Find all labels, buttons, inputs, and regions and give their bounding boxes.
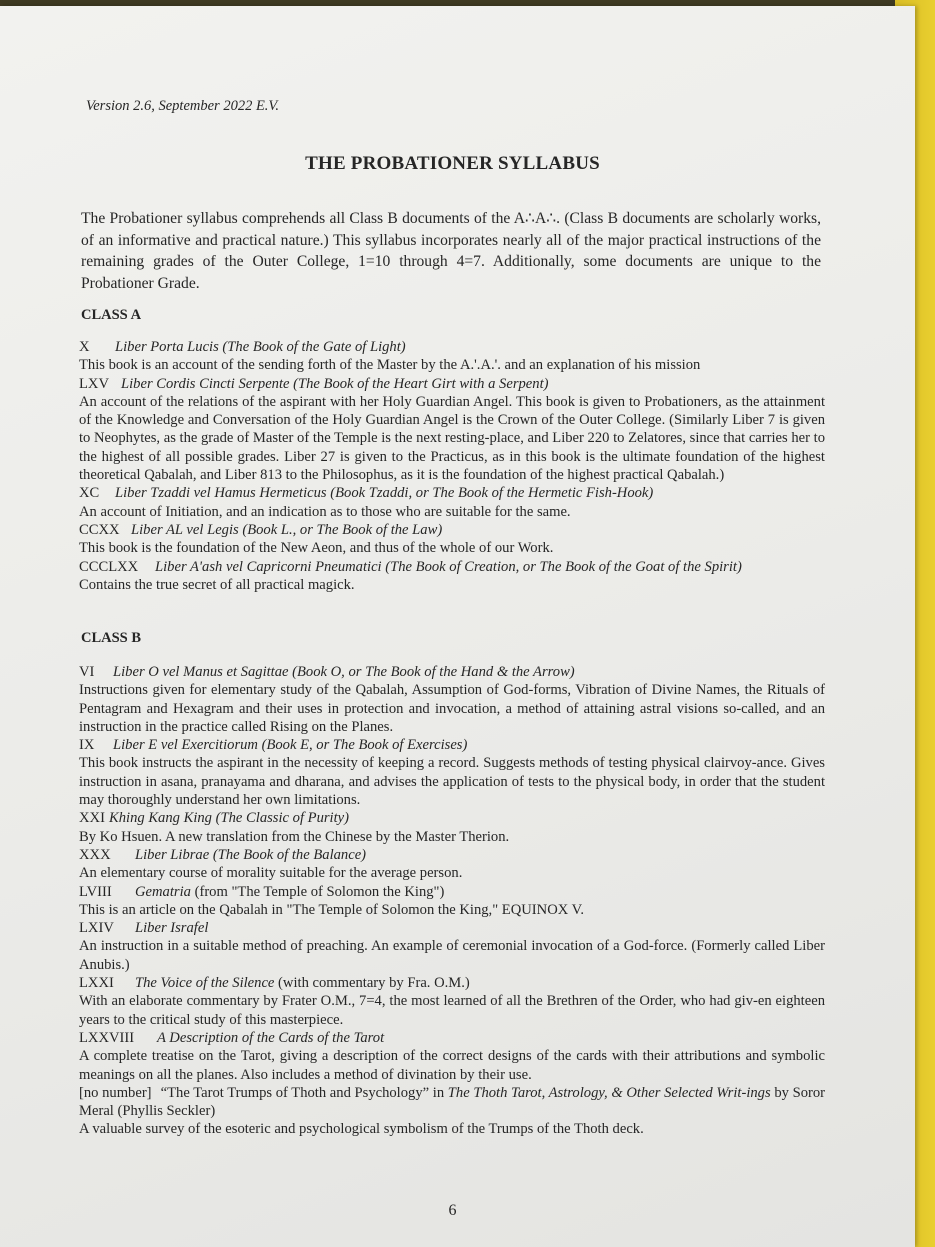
page-title: THE PROBATIONER SYLLABUS [305, 153, 600, 174]
liber-number: XC [79, 485, 100, 502]
liber-title: Liber A'ash vel Capricorni Pneumatici (The Book of Creation, or The Book of the Goat of the Spirit) [155, 558, 742, 575]
liber-number: LXXVIII [79, 1029, 135, 1046]
liber-number: CCCLXX [79, 558, 139, 575]
page-number: 6 [448, 1202, 457, 1219]
class-b-entries [79, 663, 825, 1139]
liber-title-suffix: by Soror Meral (Phyllis Seckler) [79, 1084, 826, 1120]
document-page [0, 6, 915, 1247]
entry-description: An elementary course of morality suitable for the average person. [79, 865, 463, 882]
entry-heading [79, 338, 825, 356]
liber-number: CCXX [79, 521, 120, 538]
entry-description: A complete treatise on the Tarot, giving a description of the correct designs of the cards with their attributions and symbolic meanings on all the planes. Also includes a method of divination by their use. [79, 1048, 825, 1083]
liber-title: Liber Cordis Cincti Serpente (The Book of the Heart Girt with a Serpent) [121, 375, 549, 392]
liber-number: X [79, 339, 90, 355]
liber-title: Liber O vel Manus et Sagittae (Book O, or The Book of the Hand & the Arrow) [113, 664, 575, 680]
liber-number: LXXI [79, 975, 114, 992]
liber-number: IX [79, 737, 95, 754]
liber-title-suffix: (with commentary by Fra. O.M.) [274, 975, 470, 992]
entry-description: This book is an account of the sending forth of the Master by the A.'.A.'. and an explanation of his mission [79, 357, 701, 374]
liber-title: Liber Librae (The Book of the Balance) [135, 846, 367, 863]
entry-heading [79, 1084, 825, 1121]
entry-heading [79, 1029, 825, 1047]
entry-heading [79, 521, 825, 539]
entry-description: An account of Initiation, and an indication as to those who are suitable for the same. [79, 503, 571, 520]
entry-description: By Ko Hsuen. A new translation from the Chinese by the Master Therion. [79, 828, 510, 845]
liber-number: LXIV [79, 920, 114, 937]
liber-title: The Voice of the Silence [135, 975, 275, 992]
entry-description: This is an article on the Qabalah in "The Temple of Solomon the King," EQUINOX V. [79, 901, 584, 918]
intro-paragraph: The Probationer syllabus comprehends all Class B documents of the A∴A∴. (Class B documents are scholarly works, of an informative and practical nature.) This syllabus incorporates nearly all of the major practical instructions of the remaining grades of the Outer College, 1=10 through 4=7. Additionally, some documents are unique to the Probationer Grade. [81, 210, 821, 292]
class-b-heading: CLASS B [81, 630, 142, 646]
liber-number: XXX [79, 846, 111, 863]
entry-description: This book is the foundation of the New Aeon, and thus of the whole of our Work. [79, 540, 554, 557]
entry-description: This book instructs the aspirant in the necessity of keeping a record. Suggests methods of testing physical clairvoy-ance. Gives instruction in asana, pranayama and dharana, and advises the application of tests to the physical body, in order that the student may thoroughly understand her own limitations. [79, 755, 825, 809]
entry-description: A valuable survey of the esoteric and psychological symbolism of the Trumps of the Thoth deck. [79, 1121, 644, 1138]
entry-description: Instructions given for elementary study of the Qabalah, Assumption of God-forms, Vibration of Divine Names, the Rituals of Pentagram and Hexagram and their uses in protection and invocation, a method of attaining astral visions so-called, and an instruction in the practice called Rising on the Planes. [79, 682, 825, 735]
class-a-heading: CLASS A [81, 307, 142, 323]
liber-title: Khing Kang King (The Classic of Purity) [109, 810, 349, 827]
liber-title: Liber Porta Lucis (The Book of the Gate of Light) [115, 339, 406, 355]
liber-number: XXI [79, 810, 105, 827]
liber-title: Liber AL vel Legis (Book L., or The Book of the Law) [131, 521, 443, 538]
liber-title: The Thoth Tarot, Astrology, & Other Selected Writ-ings [447, 1084, 771, 1101]
liber-title: Liber Tzaddi vel Hamus Hermeticus (Book Tzaddi, or The Book of the Hermetic Fish-Hook) [115, 485, 654, 502]
entry-heading [79, 736, 825, 754]
liber-number: [no number] [79, 1084, 152, 1101]
liber-title: Liber E vel Exercitiorum (Book E, or The Book of Exercises) [113, 737, 468, 754]
entry-heading [79, 974, 825, 992]
liber-title: A Description of the Cards of the Tarot [157, 1029, 385, 1046]
entry-heading [79, 883, 825, 901]
liber-number: VI [79, 664, 95, 680]
liber-title: Gematria [135, 883, 191, 900]
liber-number: LXV [79, 375, 109, 392]
entry-heading [79, 484, 825, 502]
entry-heading [79, 809, 825, 827]
class-a-entries [79, 338, 825, 594]
entry-heading [79, 919, 825, 937]
entry-heading [79, 846, 825, 864]
liber-title-prefix: “The Tarot Trumps of Thoth and Psychology” in [157, 1084, 448, 1101]
entry-description: An account of the relations of the aspirant with her Holy Guardian Angel. This book is given to Probationers, as the attainment of the Knowledge and Conversation of the Holy Guardian Angel is the Crown of the Outer College. (Similarly Liber 7 is given to Neophytes, as the grade of Master of the Temple is the next resting-place, and Liber 220 to Zelatores, since that carries her to the highest of all possible grades. Liber 27 is given to the Practicus, as in this book is the ultimate foundation of the highest theoretical Qabalah, and Liber 813 to the Philosophus, as it is the foundation of the highest practical Qabalah.) [79, 393, 825, 484]
entry-description: With an elaborate commentary by Frater O.M., 7=4, the most learned of all the Brethren of the Order, who had giv-en eighteen years to the critical study of this masterpiece. [79, 993, 825, 1028]
version-line: Version 2.6, September 2022 E.V. [86, 98, 280, 114]
entry-description: Contains the true secret of all practical magick. [79, 576, 355, 593]
liber-number: LVIII [79, 883, 112, 900]
liber-title: Liber Israfel [135, 920, 209, 937]
liber-title-suffix: (from "The Temple of Solomon the King") [190, 883, 445, 900]
entry-heading [79, 375, 825, 393]
entry-description: An instruction in a suitable method of preaching. An example of ceremonial invocation of a God-force. (Formerly called Liber Anubis.) [79, 938, 825, 973]
entry-heading [79, 558, 825, 576]
entry-heading [79, 663, 825, 681]
